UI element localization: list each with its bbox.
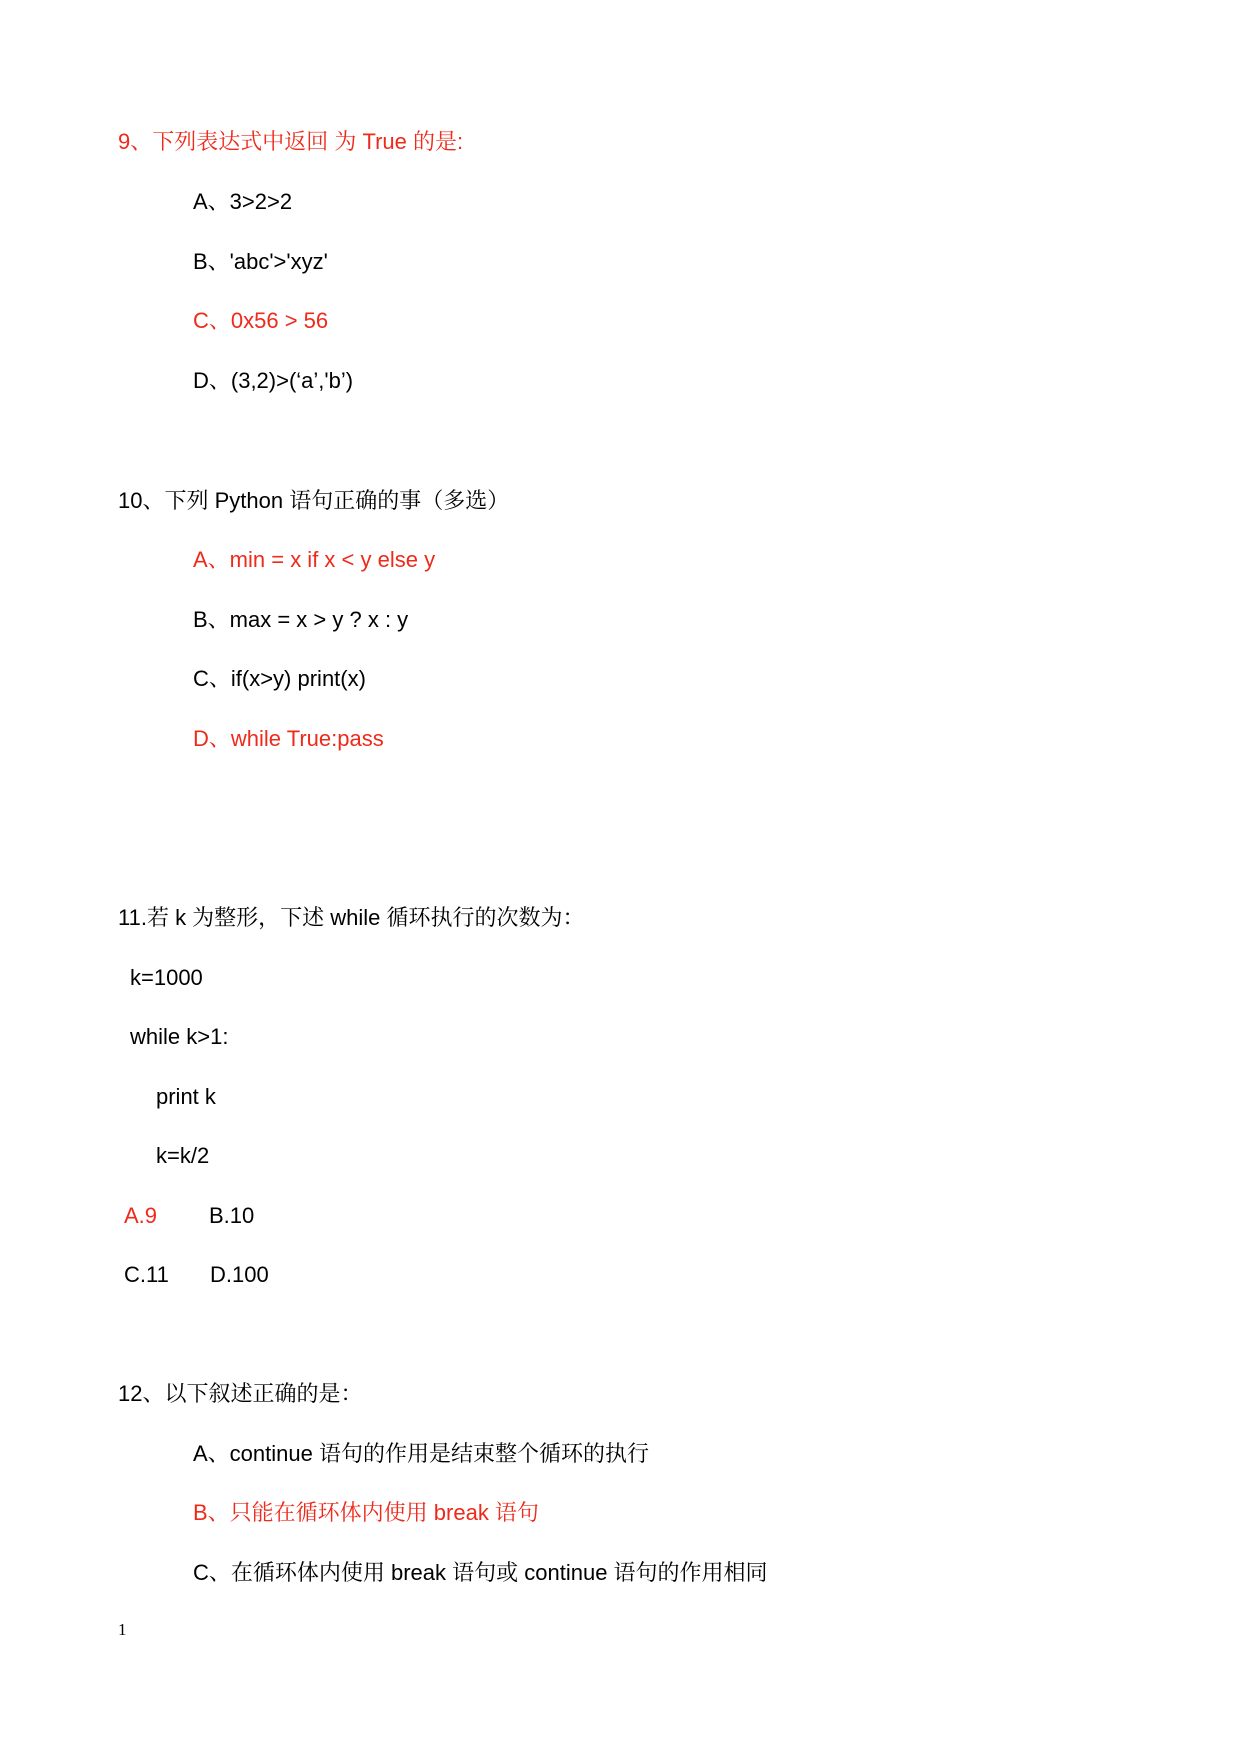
question-10-option-b: B、max = x > y ? x : y xyxy=(193,607,409,632)
question-12-option-c: C、在循环体内使用 break 语句或 continue 语句的作用相同 xyxy=(193,1560,768,1585)
question-12-stem: 12、以下叙述正确的是： xyxy=(118,1381,363,1406)
question-11-choice-a: A.9 xyxy=(124,1203,158,1228)
question-11-choice-c: C.11 xyxy=(124,1262,169,1287)
question-12-option-b: B、只能在循环体内使用 break 语句 xyxy=(193,1500,539,1525)
question-12-option-a: A、continue 语句的作用是结束整个循环的执行 xyxy=(193,1441,649,1466)
question-10-option-c: C、if(x>y) print(x) xyxy=(193,666,366,691)
question-9-option-c: C、0x56 > 56 xyxy=(193,308,329,333)
question-9-option-d: D、(3,2)>(‘a’,'b’) xyxy=(193,368,354,393)
question-9-option-a: A、3>2>2 xyxy=(193,189,293,214)
question-11-code-line-1: k=1000 xyxy=(130,965,203,990)
question-11-code-line-3: print k xyxy=(156,1084,216,1109)
question-9-stem: 9、下列表达式中返回 为 True 的是: xyxy=(118,129,464,154)
question-10-option-d: D、while True:pass xyxy=(193,726,384,751)
question-11-stem: 11.若 k 为整形，下述 while 循环执行的次数为： xyxy=(118,905,585,930)
question-10-stem: 10、下列 Python 语句正确的事（多选） xyxy=(118,488,510,513)
question-10-option-a: A、min = x if x < y else y xyxy=(193,547,436,572)
question-11-code-line-2: while k>1: xyxy=(130,1024,229,1049)
question-9-option-b: B、'abc'>'xyz' xyxy=(193,249,328,274)
question-11-choice-d: D.100 xyxy=(210,1262,269,1287)
question-11-code-line-4: k=k/2 xyxy=(156,1143,210,1168)
page-number: 1 xyxy=(118,1620,127,1639)
question-11-choice-b: B.10 xyxy=(209,1203,255,1228)
